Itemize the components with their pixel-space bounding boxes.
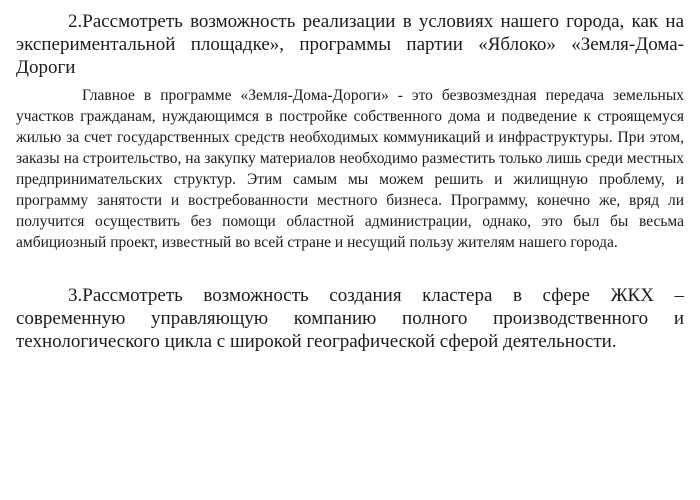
item-2-heading: 2.Рассмотреть возможность реализации в условиях нашего города, как на экспериментальной площадке», программы партии «Яблоко» «Земля-Дома-Дороги [16, 11, 684, 78]
item-2-body-paragraph: Главное в программе «Земля-Дома-Дороги» - это безвозмездная передача земельных участков гражданам, нуждающимся в постройке собственного дома и подведение к строящемуся жилью за счет государственных средств необходимых коммуникаций и инфраструктуры. При этом, заказы на строительство, на закупку материалов необходимо разместить только лишь среди местных предпринимательских структур. Этим самым мы можем решить и жилищную проблему, и программу занятости и востребованности местного бизнеса. Программу, конечно же, вряд ли получится осуществить без помощи областной администрации, однако, это был бы весьма амбициозный проект, известный во всей стране и несущий пользу жителям нашего города. [16, 87, 684, 251]
item-3-paragraph: 3.Рассмотреть возможность создания кластера в сфере ЖКХ – современную управляющую компанию полного производственного и технологического цикла с широкой географической сферой деятельности. [16, 285, 684, 352]
